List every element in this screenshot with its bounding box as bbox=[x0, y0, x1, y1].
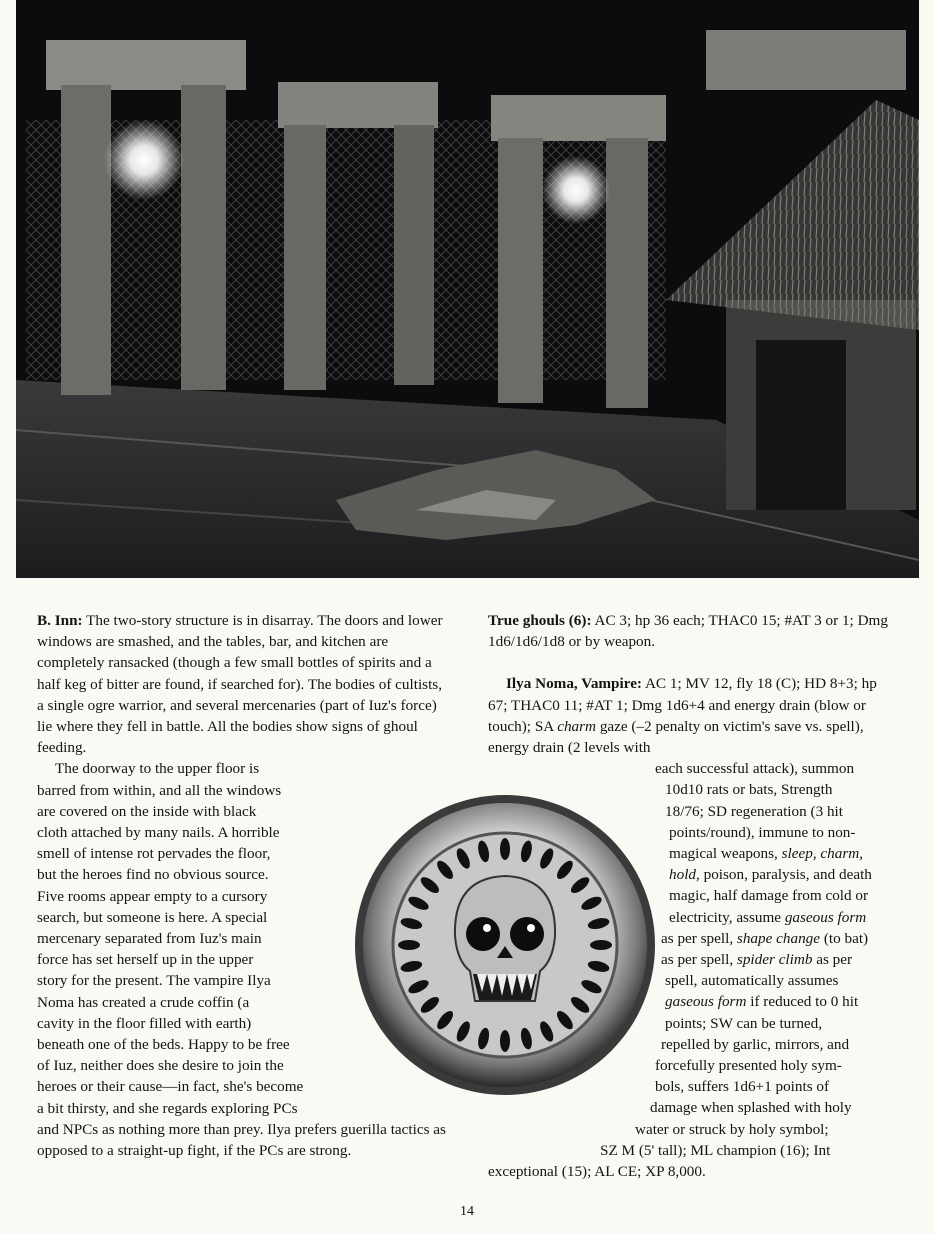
stat-text-fragment: , poison, paralysis, and death bbox=[696, 866, 872, 884]
doorway-paragraph-line: force has set herself up in the upper bbox=[37, 951, 254, 969]
italic-term: sleep bbox=[781, 845, 813, 863]
charm-term: charm bbox=[557, 717, 597, 735]
medallion-ray bbox=[500, 838, 510, 860]
doorway-paragraph-line: are covered on the inside with black bbox=[37, 802, 257, 820]
italic-term: spider climb bbox=[736, 951, 813, 969]
stat-text-fragment: electricity, assume bbox=[669, 908, 785, 926]
stat-text-fragment: damage when splashed with holy bbox=[650, 1099, 852, 1117]
stat-text-fragment: magical weapons, bbox=[669, 845, 782, 863]
ilya-stat-block bbox=[488, 673, 900, 758]
stat-text-fragment: magic, half damage from cold or bbox=[669, 887, 869, 905]
stat-text-fragment: repelled by garlic, mirrors, and bbox=[661, 1035, 850, 1053]
stat-text-fragment: water or struck by holy symbol; bbox=[635, 1120, 829, 1138]
skull-medallion-illustration bbox=[335, 786, 675, 1104]
doorway-paragraph-line: but the heroes find no obvious source. bbox=[37, 866, 269, 884]
medallion-ray bbox=[398, 940, 420, 950]
doorway-paragraph-line: Five rooms appear empty to a cursory bbox=[37, 887, 268, 905]
doorway-paragraph-line: heroes or their cause—in fact, she's become bbox=[37, 1078, 304, 1096]
stat-text-fragment: each successful attack), summon bbox=[655, 760, 855, 778]
doorway-paragraph-line: The doorway to the upper floor is bbox=[55, 760, 260, 778]
stat-text-fragment: 10d10 rats or bats, Strength bbox=[665, 781, 833, 799]
stat-text-fragment: bols, suffers 1d6+1 points of bbox=[655, 1078, 830, 1096]
inn-paragraph bbox=[37, 610, 448, 758]
ilya-stat-text: AC 1; MV 12, fly 18 (C); HD 8+3; hp 67; THAC0 11; #AT 1; Dmg 1d6+4 and energy drain (blow or touch); SA bbox=[488, 675, 877, 735]
ilya-stat-text-2: gaze (–2 penalty on victim's save vs. spell), energy drain (2 levels with bbox=[488, 717, 864, 757]
stat-text-fragment: forcefully presented holy sym- bbox=[655, 1057, 842, 1075]
stat-text-fragment: as per spell, bbox=[661, 951, 737, 969]
doorway-paragraph-line: barred from within, and all the windows bbox=[37, 781, 282, 799]
medallion-ray bbox=[590, 940, 612, 950]
doorway-paragraph-line: smell of intense rot pervades the floor, bbox=[37, 845, 271, 863]
stat-text-fragment: points; SW can be turned, bbox=[665, 1014, 823, 1032]
ghouls-heading: True ghouls (6): bbox=[488, 612, 592, 629]
italic-term: charm bbox=[820, 845, 860, 863]
stat-text-fragment: (to bat) bbox=[820, 929, 869, 947]
village-ruins-illustration bbox=[16, 0, 919, 578]
medallion-ray bbox=[500, 1030, 510, 1052]
ilya-stat-line bbox=[488, 758, 900, 779]
ghouls-stat-block bbox=[488, 610, 900, 652]
doorway-paragraph-line: cavity in the floor filled with earth) bbox=[37, 1014, 252, 1032]
stat-text-fragment: , bbox=[812, 845, 821, 863]
italic-term: gaseous form bbox=[784, 908, 867, 926]
italic-term: gaseous form bbox=[665, 993, 747, 1011]
italic-term: hold bbox=[669, 866, 697, 884]
ilya-stat-line bbox=[488, 1119, 900, 1140]
stat-text-fragment: as per spell, bbox=[661, 929, 737, 947]
ilya-stat-line bbox=[488, 1140, 900, 1161]
doorway-paragraph-line: beneath one of the beds. Happy to be free bbox=[37, 1036, 290, 1054]
ghouls-stat-text: AC 3; hp 36 each; THAC0 15; #AT 3 or 1; Dmg 1d6/1d6/1d8 or by weapon. bbox=[488, 612, 888, 651]
italic-term: shape change bbox=[736, 929, 821, 947]
inn-paragraph-text: The two-story structure is in disarray. The doors and lower windows are smashed, and the tables, bar, and kitchen are completely ransacked (though a few small bottles of spirits and a half keg of bitter are found, if searched for). The bodies of cultists, a single ogre warrior, and several mercenaries (part of Iuz's force) lie where they fell in battle. All the bodies show signs of ghoul feeding. bbox=[37, 612, 443, 757]
stat-text-fragment: spell, automatically assumes bbox=[665, 972, 839, 990]
doorway-paragraph-line: search, but someone is here. A special bbox=[37, 908, 268, 926]
stat-text-fragment: SZ M (5' tall); ML champion (16); Int bbox=[600, 1141, 831, 1159]
stat-text-fragment: if reduced to 0 hit bbox=[746, 993, 859, 1011]
stat-text-fragment: exceptional (15); AL CE; XP 8,000. bbox=[488, 1163, 706, 1181]
ilya-stat-line bbox=[488, 1161, 900, 1182]
stat-text-fragment: 18/76; SD regeneration (3 hit bbox=[665, 802, 843, 820]
stat-text-fragment: , bbox=[859, 845, 864, 863]
page-number: 14 bbox=[460, 1204, 474, 1219]
doorway-paragraph-line: Noma has created a crude coffin (a bbox=[37, 993, 250, 1011]
doorway-paragraph-tail: and NPCs as nothing more than prey. Ilya prefers guerilla tactics as opposed to a straight-up fight, if the PCs are strong. bbox=[37, 1120, 446, 1160]
stat-text-fragment: points/round), immune to non- bbox=[669, 823, 856, 841]
inn-heading: B. Inn: bbox=[37, 612, 83, 629]
doorway-paragraph-line: cloth attached by many nails. A horrible bbox=[37, 824, 280, 842]
doorway-paragraph-line: mercenary separated from Iuz's main bbox=[37, 930, 262, 948]
doorway-paragraph-line: of Iuz, neither does she desire to join the bbox=[37, 1057, 284, 1075]
doorway-paragraph-line: a bit thirsty, and she regards exploring PCs bbox=[37, 1099, 298, 1117]
doorway-paragraph-line: story for the present. The vampire Ilya bbox=[37, 972, 271, 990]
ilya-heading: Ilya Noma, Vampire: bbox=[506, 675, 642, 693]
stat-text-fragment: as per bbox=[812, 951, 853, 969]
